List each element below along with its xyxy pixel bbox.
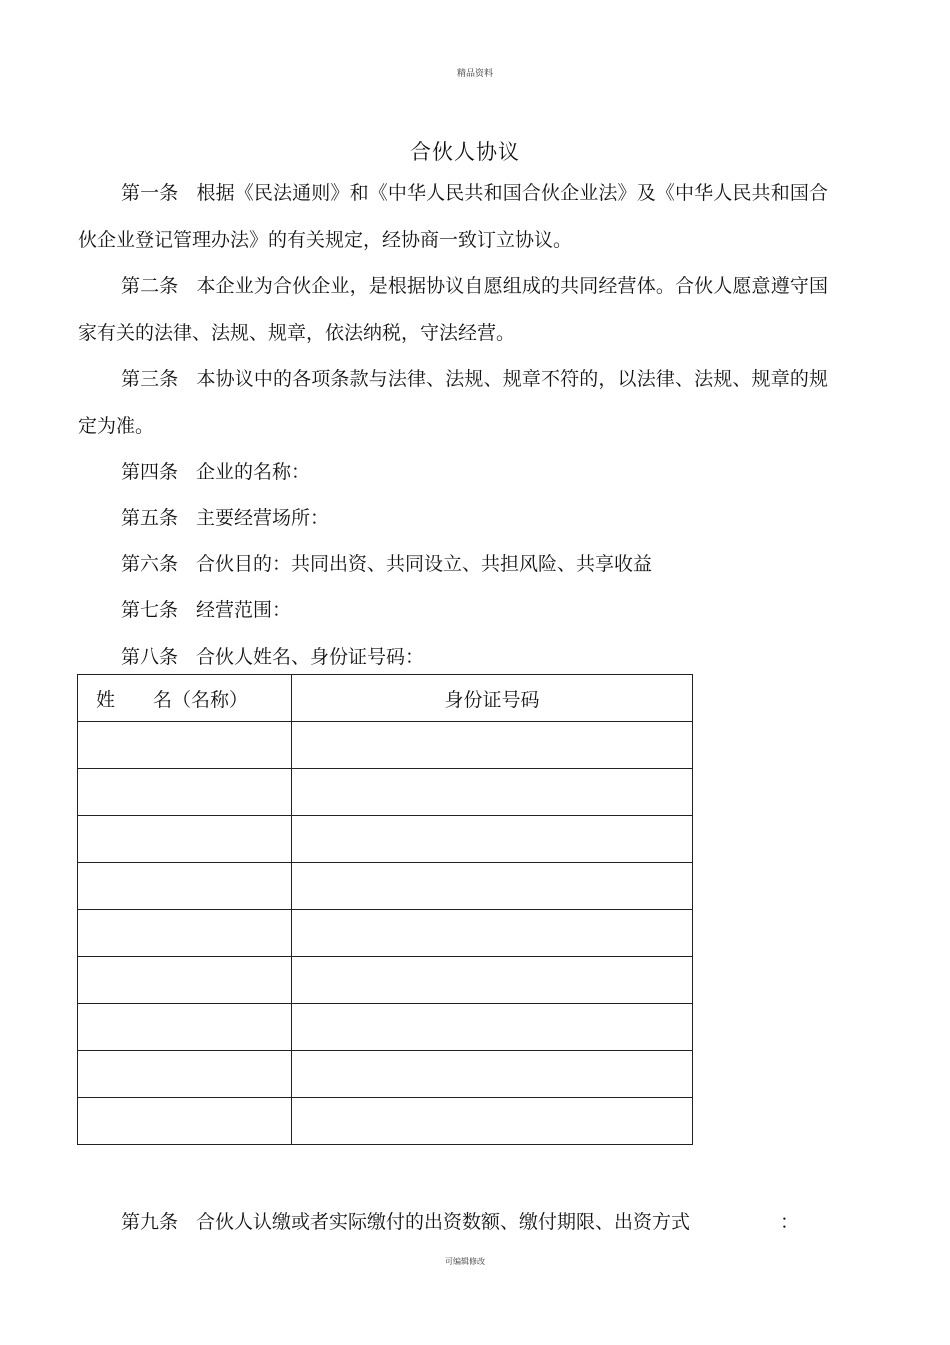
article-number: 第七条 — [121, 599, 179, 621]
article-text: 本协议中的各项条款与法律、法规、规章不符的，以法律、法规、规章的规定为准。 — [78, 368, 828, 437]
id-cell[interactable] — [292, 722, 693, 769]
article-number: 第五条 — [121, 507, 179, 529]
name-cell[interactable] — [78, 910, 292, 957]
id-cell[interactable] — [292, 863, 693, 910]
article-text: 合伙人姓名、身份证号码： — [196, 646, 425, 668]
table-row — [78, 1004, 693, 1051]
table-row — [78, 722, 693, 769]
footer-note: 可编辑修改 — [445, 1257, 485, 1266]
table-row — [78, 769, 693, 816]
article-number: 第六条 — [121, 553, 179, 575]
article-number: 第九条 — [121, 1211, 179, 1233]
table-row — [78, 910, 693, 957]
name-cell[interactable] — [78, 769, 292, 816]
name-cell[interactable] — [78, 1051, 292, 1098]
article-text: 经营范围： — [196, 599, 292, 621]
article-9 — [121, 1207, 821, 1237]
header-name-column: 姓 名（名称） — [78, 675, 292, 722]
id-cell[interactable] — [292, 1051, 693, 1098]
name-cell[interactable] — [78, 1098, 292, 1145]
header-note: 精品资料 — [456, 69, 493, 79]
id-cell[interactable] — [292, 816, 693, 863]
article-number: 第二条 — [121, 275, 179, 297]
article-number: 第八条 — [121, 646, 179, 668]
article-number: 第三条 — [121, 368, 179, 390]
article-6 — [121, 549, 652, 579]
article-text: 合伙目的：共同出资、共同设立、共担风险、共享收益 — [196, 553, 653, 575]
article-number: 第四条 — [121, 461, 179, 483]
table-row — [78, 1051, 693, 1098]
article-4 — [121, 457, 310, 487]
name-cell[interactable] — [78, 816, 292, 863]
article-text: 根据《民法通则》和《中华人民共和国合伙企业法》及《中华人民共和国合伙企业登记管理办法》的有关规定，经协商一致订立协议。 — [78, 182, 828, 251]
id-cell[interactable] — [292, 910, 693, 957]
article-2 — [78, 263, 828, 357]
partner-id-table — [77, 674, 693, 1145]
id-cell[interactable] — [292, 769, 693, 816]
table-row — [78, 863, 693, 910]
article-5 — [121, 503, 329, 533]
id-cell[interactable] — [292, 957, 693, 1004]
name-cell[interactable] — [78, 957, 292, 1004]
article-text: 本企业为合伙企业，是根据协议自愿组成的共同经营体。合伙人愿意遵守国家有关的法律、法规、规章，依法纳税，守法经营。 — [78, 275, 828, 344]
id-cell[interactable] — [292, 1098, 693, 1145]
article-1 — [78, 170, 828, 264]
article-text: 合伙人认缴或者实际缴付的出资数额、缴付期限、出资方式 — [196, 1211, 691, 1233]
article-text: 企业的名称： — [196, 461, 311, 483]
article-8 — [121, 642, 424, 672]
id-cell[interactable] — [292, 1004, 693, 1051]
article-number: 第一条 — [121, 182, 179, 204]
document-title: 合伙人协议 — [410, 140, 520, 164]
article-3 — [78, 356, 828, 450]
article-7 — [121, 595, 291, 625]
header-id-column: 身份证号码 — [292, 675, 693, 722]
article-text: 主要经营场所： — [196, 507, 330, 529]
table-row — [78, 957, 693, 1004]
table-row — [78, 1098, 693, 1145]
name-cell[interactable] — [78, 863, 292, 910]
table-row — [78, 816, 693, 863]
article-9-colon: ： — [780, 1211, 800, 1233]
name-cell[interactable] — [78, 722, 292, 769]
name-cell[interactable] — [78, 1004, 292, 1051]
table-header-row — [78, 675, 693, 722]
